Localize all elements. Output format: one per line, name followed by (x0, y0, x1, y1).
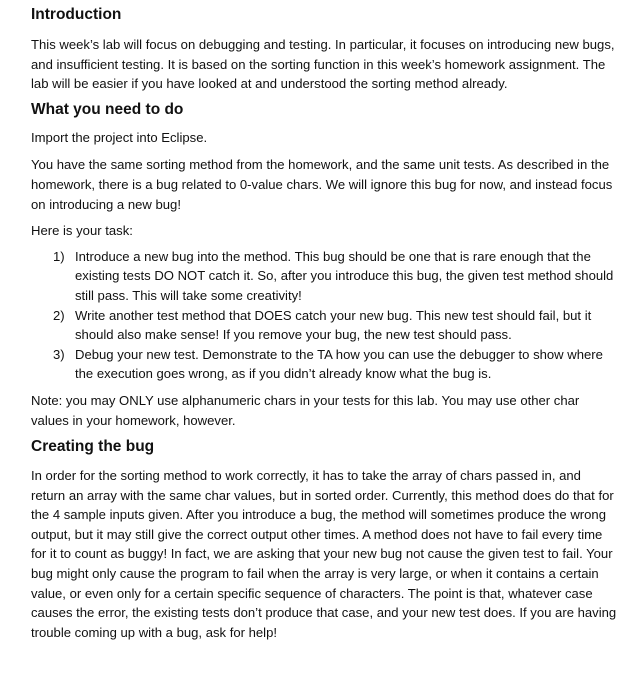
task-number: 2) (53, 307, 65, 323)
task-item (31, 345, 617, 384)
task-text: Write another test method that DOES catch your new bug. This new test should fail, but it should also make sense! If you remove your bug, the new test should pass. (75, 307, 592, 343)
task-text: Debug your new test. Demonstrate to the TA how you can use the debugger to show where the execution goes wrong, as if you didn’t already know what the bug is. (75, 346, 603, 382)
task-list (31, 247, 617, 384)
introduction-paragraph: This week’s lab will focus on debugging and testing. In particular, it focuses on introducing new bugs, and insufficient testing. It is based on the sorting function in this week’s homework assignment. The lab will be easier if you have looked at and understood the sorting method already. (31, 37, 615, 92)
task-number: 1) (53, 248, 65, 264)
task-number: 3) (53, 346, 65, 362)
task-text: Introduce a new bug into the method. This bug should be one that is rare enough that the existing tests DO NOT catch it. So, after you introduce this bug, the given test method should still pass. This will take some creativity! (75, 248, 614, 303)
what-you-need-to-do-heading: What you need to do (31, 100, 184, 118)
import-instruction: Import the project into Eclipse. (31, 129, 208, 145)
introduction-heading: Introduction (31, 6, 122, 23)
note-paragraph: Note: you may ONLY use alphanumeric chars in your tests for this lab. You may use other char values in your homework, however. (31, 392, 580, 428)
task-item (31, 306, 617, 345)
task-intro: Here is your task: (31, 223, 133, 239)
same-method-paragraph: You have the same sorting method from the homework, and the same unit tests. As described in the homework, there is a bug related to 0-value chars. We will ignore this bug for now, and instead focus on introducing a new bug! (31, 157, 613, 212)
creating-the-bug-heading: Creating the bug (31, 438, 155, 456)
creating-the-bug-paragraph: In order for the sorting method to work correctly, it has to take the array of chars passed in, and return an array with the same char values, but in sorted order. Currently, this method does do that for the 4 sample inputs given. After you introduce a bug, the method will sometimes produce the wrong output, but it may still give the correct output other times. A method does not have to fail every time for it to count as buggy! In fact, we are asking that your new bug not cause the given test to fail. Your bug might only cause the program to fail when the array is very large, or when it contains a certain value, or even only for a certain specific sequence of characters. The point is that, whatever case causes the error, the existing tests don’t produce that case, and your new test does. If you are having trouble coming up with a bug, ask for help! (31, 468, 617, 640)
task-item (31, 247, 617, 306)
